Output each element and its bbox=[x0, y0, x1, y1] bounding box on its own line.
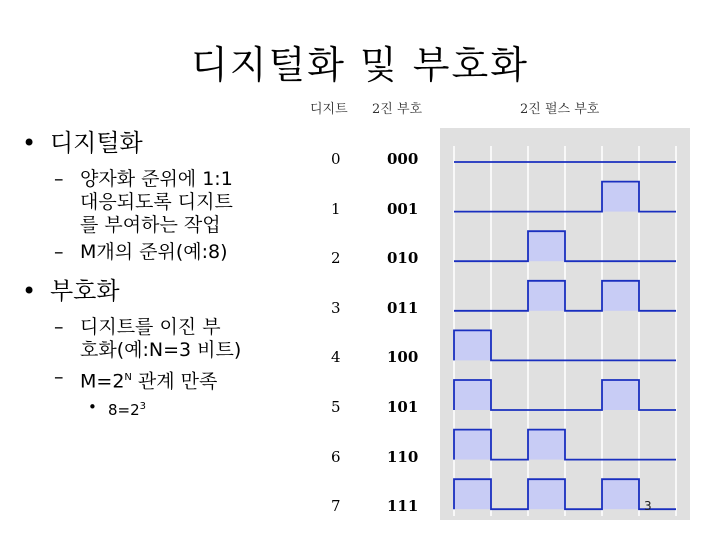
digit-value: 2 bbox=[331, 249, 341, 268]
header-pulse-code: 2진 펄스 부호 bbox=[520, 102, 600, 117]
bullet-list bbox=[22, 128, 312, 420]
pulse-waveform-panel bbox=[440, 128, 690, 520]
pulse-fill bbox=[454, 479, 491, 509]
relation-exponent: N bbox=[124, 372, 132, 383]
encode-line-2: 호화(예:N=3 비트) bbox=[80, 339, 242, 361]
slide-title: 디지털화 및 부호화 bbox=[191, 43, 529, 87]
binary-code-value: 100 bbox=[387, 348, 419, 367]
definition-line-2: 대응되도록 디지트 bbox=[80, 191, 233, 213]
sub-bullet-relation bbox=[22, 366, 312, 393]
definition-line-1: 양자화 준위에 1:1 bbox=[80, 168, 233, 190]
pulse-fill bbox=[602, 479, 639, 509]
dash-icon: – bbox=[54, 366, 64, 388]
pulse-fill bbox=[528, 231, 565, 261]
pulse-fill bbox=[454, 330, 491, 360]
sub-bullet-encode-definition bbox=[22, 316, 312, 362]
pulse-fill bbox=[602, 380, 639, 410]
dash-icon: – bbox=[54, 316, 64, 338]
binary-code-value: 011 bbox=[387, 298, 419, 317]
binary-code-value: 000 bbox=[387, 150, 419, 168]
digit-value: 5 bbox=[331, 398, 341, 416]
example-prefix: 8=2 bbox=[108, 401, 140, 420]
digit-value: 1 bbox=[331, 199, 341, 218]
dot-icon: • bbox=[88, 398, 97, 417]
digit-value: 6 bbox=[331, 447, 341, 466]
bullet-encode: • 부호화 bbox=[22, 276, 312, 306]
encode-line-1: 디지트를 이진 부 bbox=[80, 316, 221, 338]
binary-code-value: 110 bbox=[387, 447, 419, 466]
pulse-fill bbox=[528, 430, 565, 460]
header-binary-code: 2진 부호 bbox=[372, 102, 423, 117]
digit-value: 7 bbox=[331, 497, 341, 516]
sub-sub-bullet-example bbox=[22, 397, 312, 420]
relation-prefix: M=2 bbox=[80, 370, 125, 393]
pulse-fill bbox=[528, 479, 565, 509]
pulse-fill bbox=[454, 380, 491, 410]
levels-text: M개의 준위(예:8) bbox=[80, 241, 228, 263]
digit-value: 4 bbox=[331, 348, 341, 367]
example-exponent: 3 bbox=[139, 401, 147, 413]
binary-code-value: 101 bbox=[387, 398, 419, 416]
pulse-fill bbox=[602, 182, 639, 212]
digit-value: 3 bbox=[331, 298, 341, 317]
page-number: 3 bbox=[644, 499, 652, 513]
bullet-digitize: • 디지털화 bbox=[22, 128, 312, 158]
digit-value: 0 bbox=[331, 150, 341, 168]
pulse-fill bbox=[602, 281, 639, 311]
binary-code-value: 001 bbox=[387, 199, 419, 218]
pulse-fill bbox=[454, 430, 491, 460]
binary-code-value: 010 bbox=[387, 249, 419, 268]
sub-bullet-digitize-definition bbox=[22, 168, 312, 237]
dash-icon: – bbox=[54, 241, 64, 263]
pulse-fill bbox=[528, 281, 565, 311]
sub-bullet-levels bbox=[22, 241, 312, 264]
relation-suffix: 관계 만족 bbox=[131, 370, 218, 393]
binary-code-value: 111 bbox=[387, 497, 419, 516]
dash-icon: – bbox=[54, 168, 64, 190]
definition-line-3: 를 부여하는 작업 bbox=[80, 214, 221, 236]
header-digit: 디지트 bbox=[310, 102, 348, 117]
